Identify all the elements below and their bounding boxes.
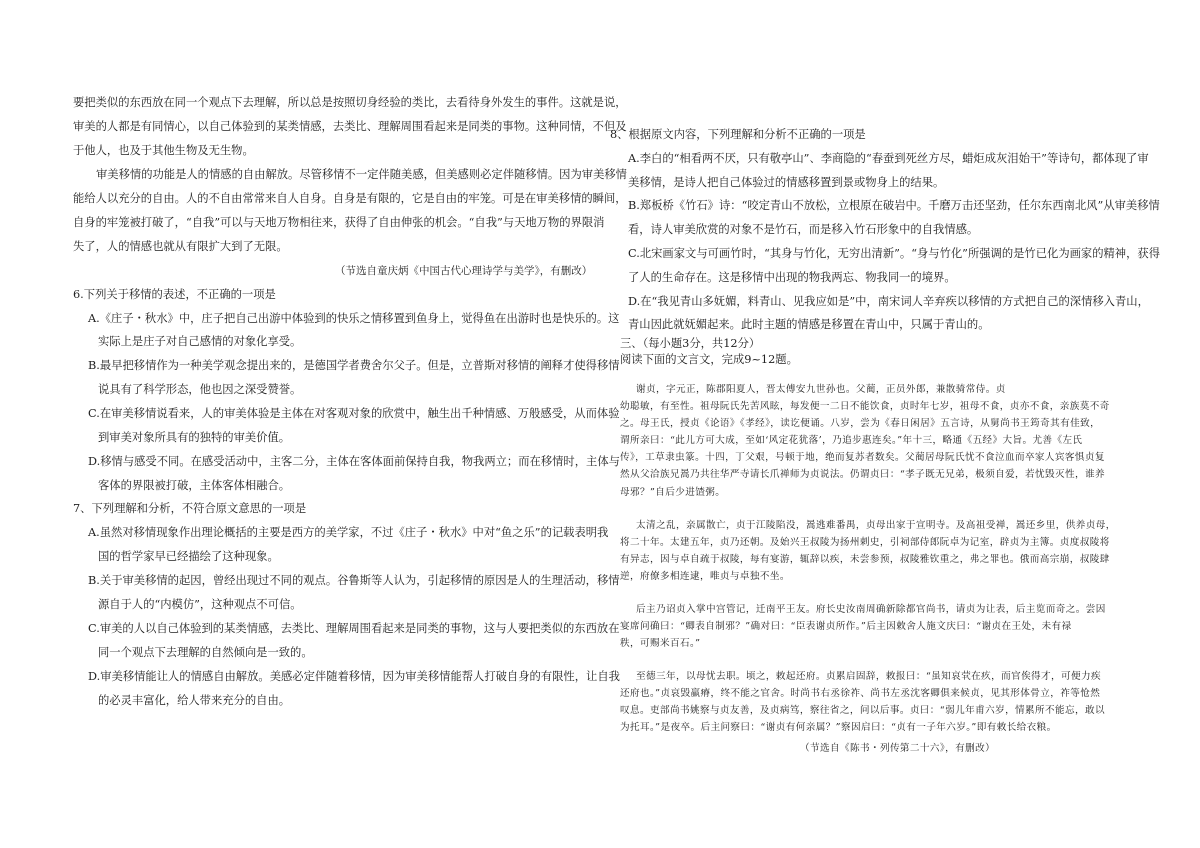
classical-line: 有异志，因与卓自疏于叔陵，每有宴游，辄辞以疾，未尝参预，叔陵雅钦重之，弗之罪也。俄而高宗崩，叔陵肆 [620, 554, 1110, 565]
classical-line: 至德三年，以母忧去职。顷之，敕起还府。贞累启固辞，敕报曰：“虽知哀茕在疚，而官俟得才，可便力疾 [636, 671, 1102, 682]
classical-line: 秩，可赐米百石。” [620, 638, 701, 649]
classical-line: 后主乃诏贞入掌中宫管记，迁南平王友。府长史汝南周确新除都官尚书，请贞为让表，后主览而奇之。尝因 [636, 604, 1106, 615]
q7-option-c-cont: 同一个观点下去理解的自然倾向是一致的。 [98, 646, 313, 659]
q6-option-a: A.《庄子・秋水》中，庄子把自己出游中体验到的快乐之情移置到鱼身上，觉得鱼在出游时也是快乐的。这 [88, 312, 620, 325]
classical-line: 母邪？”自后少进馇粥。 [620, 487, 726, 498]
classical-line: 叹息。吏部尚书姚察与贞友善，及贞病笃，察往省之，问以后事。贞曰：“弱儿年甫六岁，情累所不能忘，敢以 [620, 705, 1106, 716]
classical-line: 宴席问确曰：“卿表自制邪？”确对曰：“臣表谢贞所作。”后主因敕舍人施文庆曰：“谢贞在王处，未有禄 [620, 621, 1072, 632]
q8-option-b: B.郑板桥《竹石》诗：“咬定青山不放松，立根原在破岩中。千磨万击还坚劲，任尔东西南北风”从审美移情 [628, 199, 1160, 212]
question-7-stem: 7、下列理解和分析，不符合原文意思的一项是 [73, 502, 307, 515]
passage-line: 审美的人都是有同情心，以自己体验到的某类情感，去类比、理解周围看起来是同类的事物。这种同情，不但及 [73, 120, 627, 133]
q6-option-b-cont: 说具有了科学形态，他也因之深受赞誉。 [98, 383, 302, 396]
q8-option-a-cont: 美移情，是诗人把自己体验过的情感移置到景或物身上的结果。 [628, 176, 945, 189]
q6-option-a-cont: 实际上是庄子对自己感情的对象化享受。 [98, 335, 302, 348]
passage-line: 要把类似的东西放在同一个观点下去理解，所以总是按照切身经验的类比，去看待身外发生的事件。这就是说， [73, 96, 627, 109]
classical-line: 逆，府僚多相连逮，唯贞与卓独不坐。 [620, 571, 790, 582]
q6-option-b: B.最早把移情作为一种美学观念提出来的，是德国学者费舍尔父子。但是，立普斯对移情的阐释才使得移情 [88, 359, 620, 372]
classical-line: 为托耳。”是夜卒。后主问察曰：“谢贞有何亲属？”察因启曰：“贞有一子年六岁。”即有敕长给衣粮。 [620, 722, 1057, 733]
q6-option-d-cont: 客体的界限被打破，主体客体相融合。 [98, 479, 291, 492]
classical-source: （节选自《陈书・列传第二十六》，有删改） [800, 743, 996, 754]
classical-line: 太清之乱，亲属散亡，贞于江陵陷没，暠逃难番禺，贞母出家于宣明寺。及高祖受禅，暠还乡里，供养贞母， [636, 520, 1116, 531]
q8-option-b-cont: 看，诗人审美欣赏的对象不是竹石，而是移入竹石形象中的自我情感。 [628, 223, 979, 236]
classical-line: 将二十年。太建五年，贞乃还朝。及始兴王叔陵为扬州刺史，引祠部侍郎阮卓为记室，辟贞为主簿。贞度叔陵将 [620, 537, 1110, 548]
passage-source: （节选自童庆炳《中国古代心理诗学与美学》，有删改） [335, 265, 593, 277]
section-3-heading: 三、（每小题3分，共12分） [620, 337, 761, 350]
classical-line: 谢贞，字元正，陈郡阳夏人，晋太傅安九世孙也。父蔺，正员外郎，兼散骑常侍。贞 [636, 384, 1006, 395]
q7-option-d-cont: 的必灵丰富化，给人带来充分的自由。 [98, 694, 291, 707]
classical-line: 谓所亲曰：“此儿方可大成，至如‘风定花犹落’，乃追步惠连矣。”年十三，略通《五经》大旨。尤善《左氏 [620, 435, 1083, 446]
q7-option-b: B.关于审美移情的起因，曾经出现过不同的观点。谷鲁斯等人认为，引起移情的原因是人的生理活动，移情 [88, 574, 620, 587]
passage-line: 于他人，也及于其他生物及无生物。 [73, 144, 254, 157]
reading-instruction: 阅读下面的文言文，完成9~12题。 [620, 353, 798, 366]
q6-option-c: C.在审美移情说看来，人的审美体验是主体在对客观对象的欣赏中，触生出千种情感、万般感受，从而体验 [88, 407, 620, 420]
classical-line: 之。母王氏，授贞《论语》《孝经》，读讫便诵。八岁，尝为《春日闲居》五言诗，从舅尚书王筠奇其有佳致， [620, 418, 1101, 429]
q8-option-d-cont: 青山因此就妩媚起来。此时主题的情感是移置在青山中，只属于青山的。 [628, 318, 990, 331]
q8-option-c: C.北宋画家文与可画竹时，“其身与竹化，无穷出清新”。“身与竹化”所强调的是竹已化为画家的精神，获得 [628, 247, 1161, 260]
passage-line: 失了，人的情感也就从有限扩大到了无限。 [73, 240, 288, 253]
question-8-stem: 8、根据原文内容，下列理解和分析不正确的一项是 [610, 128, 866, 141]
passage-line: 能给人以充分的自由。人的不自由常常来自人自身。自身是有限的，它是自由的牢笼。可是在审美移情的瞬间， [73, 192, 627, 205]
q6-option-d: D.移情与感受不同。在感受活动中，主客二分，主体在客体面前保持自我，物我两立；而在移情时，主体与 [88, 455, 620, 468]
classical-line: 然从父洽族兄暠乃共往华严寺请长爪禅师为贞说法。仍谓贞曰：“孝子既无兄弟，极须自爱，若忧毁灭性，谁养 [620, 469, 1106, 480]
q6-option-c-cont: 到审美对象所具有的独特的审美价值。 [98, 431, 291, 444]
q7-option-d: D.审美移情能让人的情感自由解放。美感必定伴随着移情，因为审美移情能帮人打破自身的有限性，让自我 [88, 670, 620, 683]
classical-line: 幼聪敏，有至性。祖母阮氏先苦风眩，每发便一二日不能饮食，贞时年七岁，祖母不食，贞亦不食，亲族莫不奇 [620, 401, 1110, 412]
q8-option-a: A.李白的“相看两不厌，只有敬亭山”、李商隐的“春蚕到死丝方尽，蜡炬成灰泪始干”等诗句，都体现了审 [628, 152, 1149, 165]
q7-option-b-cont: 源自于人的“内模仿”，这种观点不可信。 [98, 598, 302, 611]
q7-option-a-cont: 国的哲学家早已经描绘了这种现象。 [98, 550, 279, 563]
q7-option-c: C.审美的人以自己体验到的某类情感，去类比、理解周围看起来是同类的事物，这与人要把类似的东西放在 [88, 622, 620, 635]
passage-line: 审美移情的功能是人的情感的自由解放。尽管移情不一定伴随美感，但美感则必定伴随移情。因为审美移情 [96, 168, 627, 181]
question-6-stem: 6.下列关于移情的表述，不正确的一项是 [73, 288, 276, 301]
classical-line: 传》，工草隶虫篆。十四，丁父艰，号顿于地，绝而复苏者数矣。父蔺居母阮氏忧不食泣血而卒家人宾客惧贞复 [620, 452, 1105, 463]
passage-line: 自身的牢笼被打破了，“自我”可以与天地万物相往来，获得了自由伸张的机会。“自我”与天地万物的界限消 [73, 216, 605, 229]
q7-option-a: A.虽然对移情现象作出理论概括的主要是西方的美学家，不过《庄子・秋水》中对“鱼之乐”的记载表明我 [88, 526, 609, 539]
classical-line: 还府也。”贞哀毁羸瘠，终不能之官舍。时尚书右丞徐祚、尚书左丞沈客卿俱来候贞，见其形体骨立，祚等怆然 [620, 688, 1101, 699]
q8-option-c-cont: 了人的生命存在。这是移情中出现的物我两忘、物我同一的境界。 [628, 271, 956, 284]
q8-option-d: D.在“我见青山多妩媚，料青山、见我应如是”中，南宋词人辛弃疾以移情的方式把自己的深情移入青山， [628, 295, 1149, 308]
